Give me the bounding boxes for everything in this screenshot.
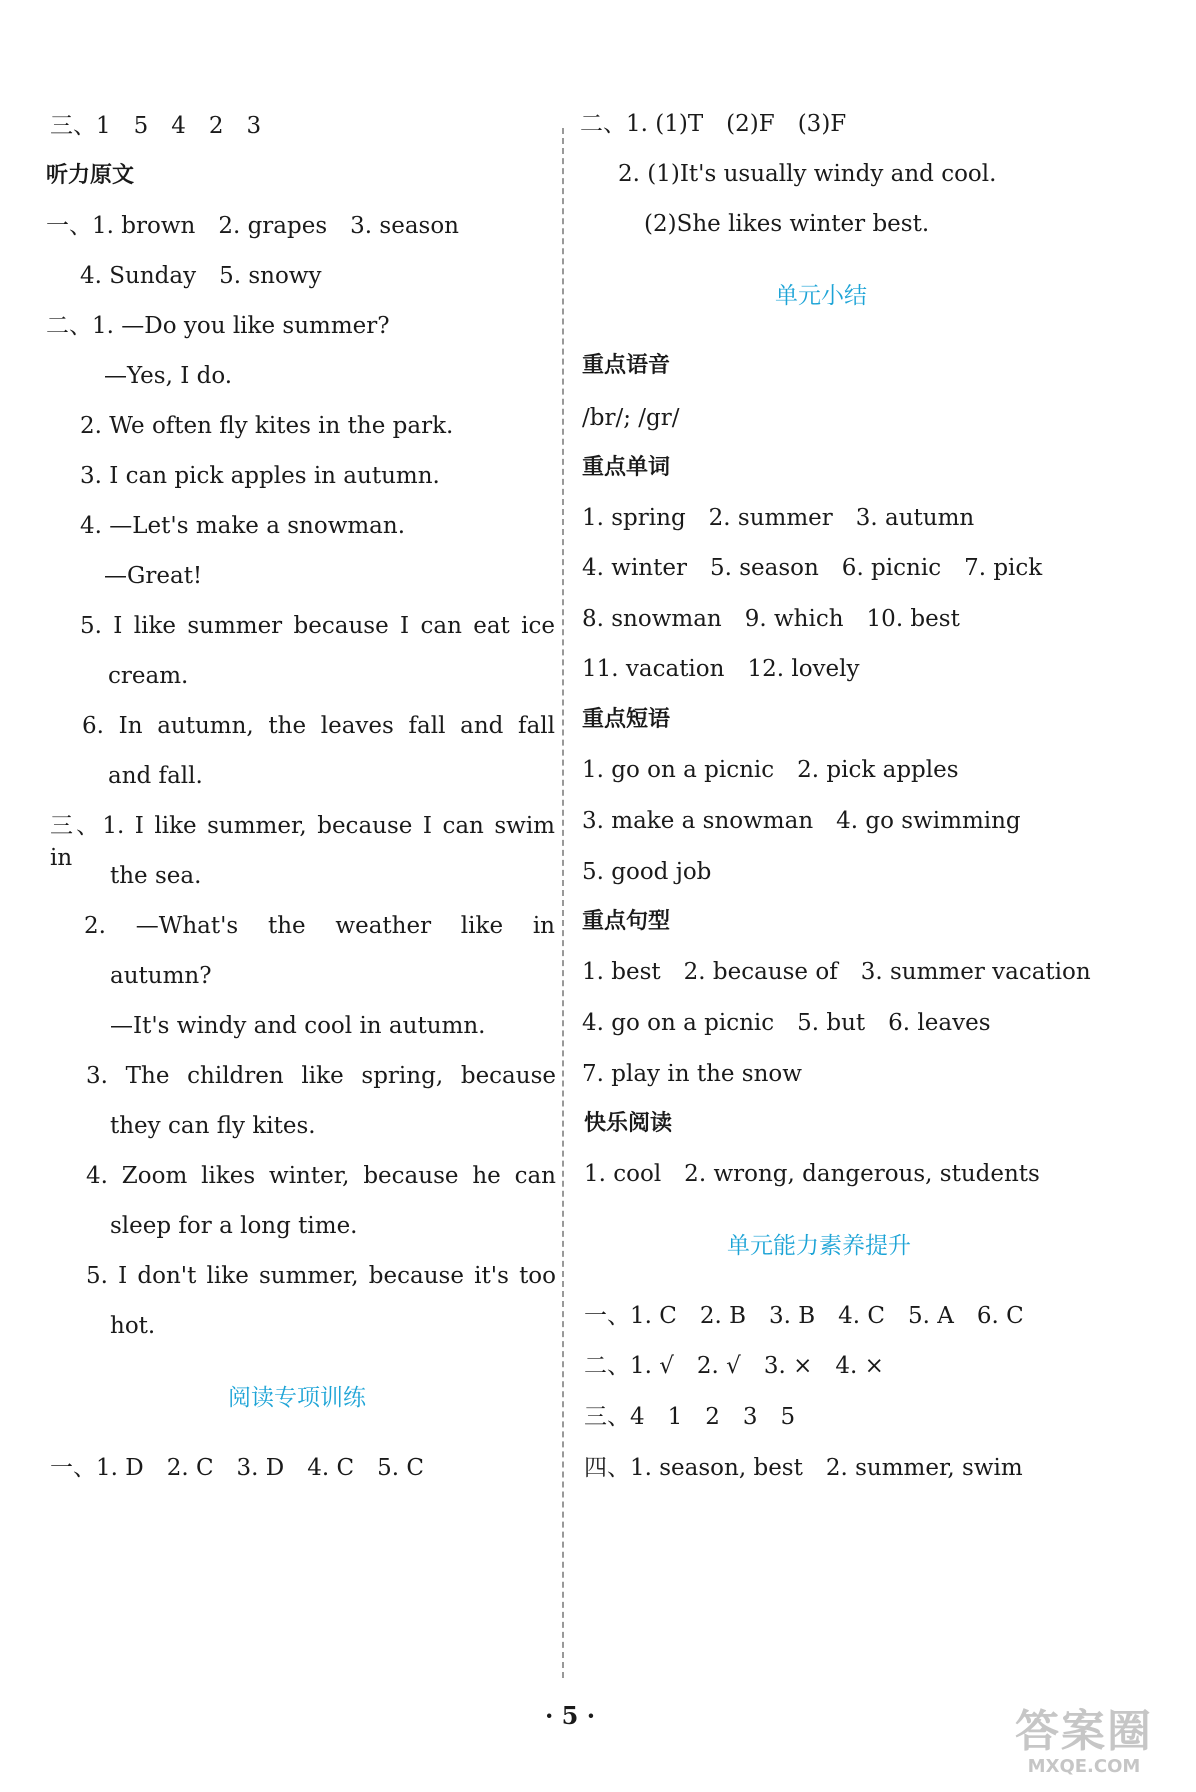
- page-number: · 5 ·: [544, 1701, 596, 1730]
- answer-line: 4. winter 5. season 6. picnic 7. pick: [582, 555, 1043, 581]
- answer-line: 4. —Let's make a snowman.: [80, 513, 406, 539]
- answer-line: 二、1. (1)T (2)F (3)F: [580, 111, 847, 137]
- answer-line: 1. go on a picnic 2. pick apples: [582, 757, 959, 783]
- answer-line: 四、1. season, best 2. summer, swim: [584, 1455, 1023, 1481]
- answer-line: 三、1 5 4 2 3: [50, 113, 262, 139]
- answer-line: sleep for a long time.: [110, 1213, 358, 1239]
- answer-line: 7. play in the snow: [582, 1061, 802, 1087]
- section-heading: 重点单词: [582, 455, 671, 480]
- answer-line: 4. Zoom likes winter, because he can: [86, 1163, 556, 1189]
- answer-line: 1. best 2. because of 3. summer vacation: [582, 959, 1091, 985]
- section-heading: 重点句型: [582, 909, 671, 934]
- answer-line: 5. I don't like summer, because it's too: [86, 1263, 556, 1289]
- answer-line: 三、4 1 2 3 5: [584, 1404, 796, 1430]
- section-heading: 重点短语: [582, 707, 671, 732]
- answer-line: 三、1. I like summer, because I can swim in: [50, 813, 555, 871]
- answer-line: 一、1. C 2. B 3. B 4. C 5. A 6. C: [584, 1303, 1024, 1329]
- answer-line: 1. spring 2. summer 3. autumn: [582, 505, 975, 531]
- answer-line: —Great!: [104, 563, 203, 589]
- watermark-logo: [986, 1708, 1182, 1780]
- section-heading: 重点语音: [582, 353, 671, 378]
- answer-line: and fall.: [108, 763, 203, 789]
- answer-line: 3. I can pick apples in autumn.: [80, 463, 440, 489]
- answer-line: 4. go on a picnic 5. but 6. leaves: [582, 1010, 991, 1036]
- answer-line: 3. The children like spring, because: [86, 1063, 556, 1089]
- answer-line: 2. (1)It's usually windy and cool.: [618, 161, 997, 187]
- answer-line: 一、1. brown 2. grapes 3. season: [46, 213, 459, 239]
- answer-line: the sea.: [110, 863, 202, 889]
- answer-line: —Yes, I do.: [104, 363, 233, 389]
- answer-line: 2. —What's the weather like in: [84, 913, 555, 939]
- answer-line: cream.: [108, 663, 189, 689]
- answer-line: 二、1. √ 2. √ 3. × 4. ×: [584, 1353, 884, 1379]
- answer-line: autumn?: [110, 963, 212, 989]
- section-title-reading-training: 阅读专项训练: [228, 1385, 366, 1411]
- answer-line: 5. good job: [582, 859, 712, 885]
- answer-line: 2. We often fly kites in the park.: [80, 413, 454, 439]
- answer-line: (2)She likes winter best.: [644, 211, 930, 237]
- answer-line: hot.: [110, 1313, 156, 1339]
- answer-line: 4. Sunday 5. snowy: [80, 263, 322, 289]
- answer-line: 5. I like summer because I can eat ice: [80, 613, 555, 639]
- section-title-unit-improvement: 单元能力素养提升: [727, 1233, 911, 1259]
- watermark-text: 答案圈: [1015, 1706, 1153, 1757]
- answer-line: 一、1. D 2. C 3. D 4. C 5. C: [50, 1455, 424, 1481]
- answer-line: 11. vacation 12. lovely: [582, 656, 860, 682]
- answer-line: /br/; /gr/: [582, 405, 680, 431]
- section-heading: 快乐阅读: [584, 1111, 673, 1136]
- section-title-unit-summary: 单元小结: [775, 283, 867, 309]
- section-heading: 听力原文: [46, 163, 135, 188]
- column-divider: [562, 128, 564, 1678]
- answer-line: they can fly kites.: [110, 1113, 316, 1139]
- answer-line: —It's windy and cool in autumn.: [110, 1013, 486, 1039]
- answer-line: 8. snowman 9. which 10. best: [582, 606, 960, 632]
- answer-line: 6. In autumn, the leaves fall and fall: [82, 713, 555, 739]
- answer-line: 二、1. —Do you like summer?: [46, 313, 390, 339]
- answer-line: 1. cool 2. wrong, dangerous, students: [584, 1161, 1040, 1187]
- watermark-url: MXQE.COM: [1027, 1756, 1141, 1777]
- answer-line: 3. make a snowman 4. go swimming: [582, 808, 1021, 834]
